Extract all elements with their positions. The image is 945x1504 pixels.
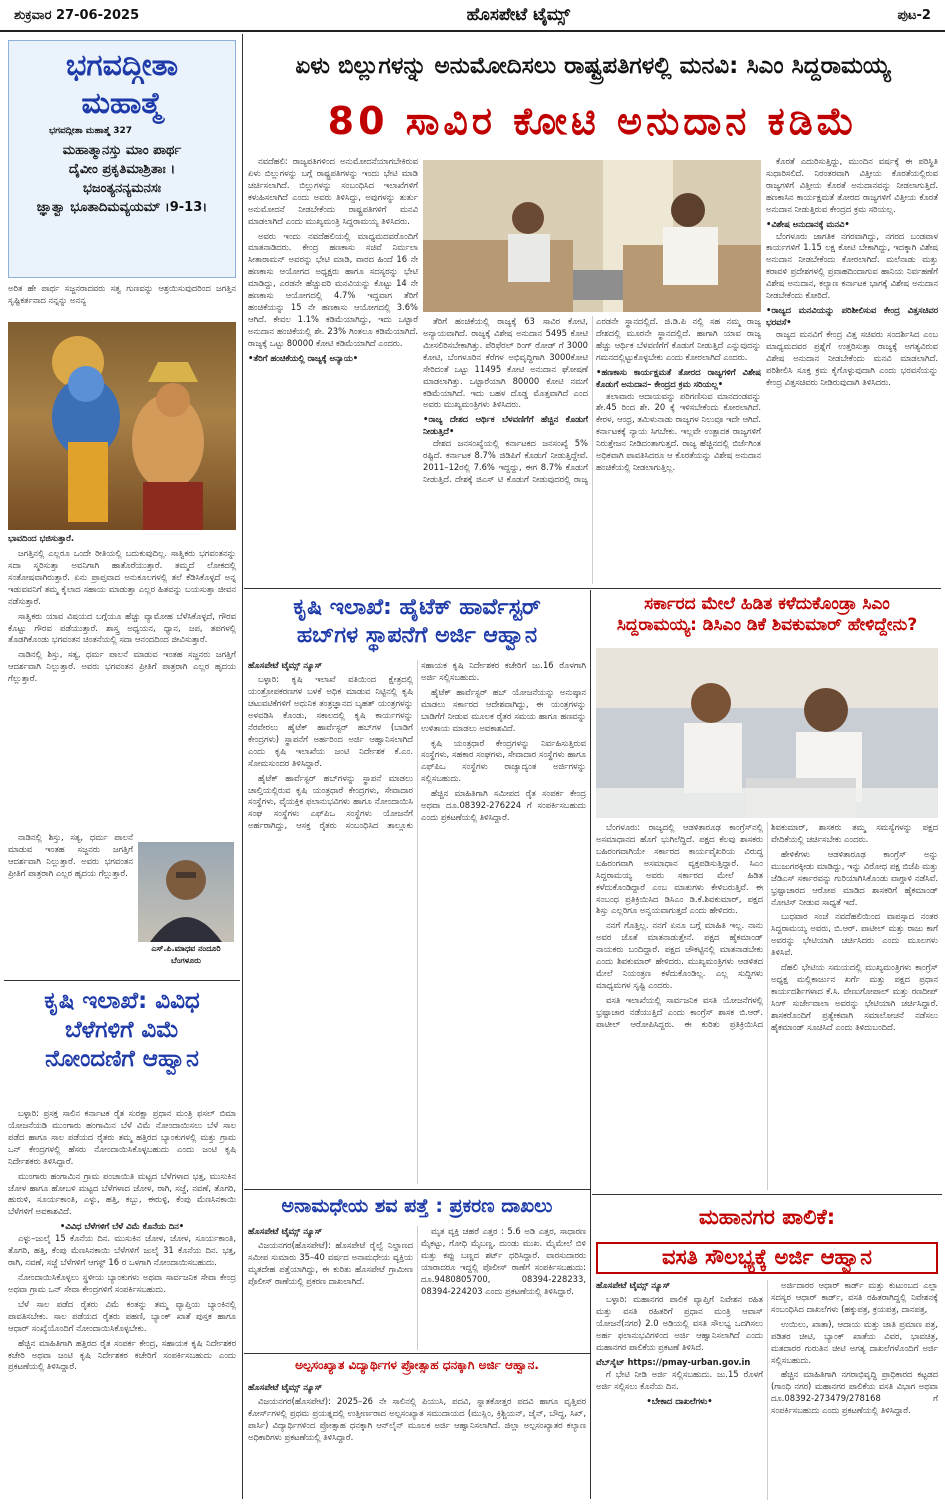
dks-paragraph: ಹೇಳಿಕೆಗಳು ಆಡಳಿತಾರೂಢ ಕಾಂಗ್ರೆಸ್ ಅನ್ನು ಮುಜುಗರಕ್ಕೀಡು ಮಾಡಿದ್ದು, ಇನ್ನು ವಿರೋಧ ಪಕ್ಷ ಬಿಜೆಪಿ ಮತ್ತು ಜೆಡಿಎಸ್ ಸರ್ಕಾರವನ್ನು ಗುರಿಯಾಗಿಸಿಕೊಂಡು ವಾಗ್ದಾಳಿ ನಡೆಸಿವೆ. ಭ್ರಷ್ಟಾಚಾರದ ಆರೋಪ ಮಾಡಿದ ಶಾಸಕರಿಗೆ ಹೈಕಮಾಂಡ್ ನೋಟಿಸ್ ನೀಡುವ ಸಾಧ್ಯತೆ ಇದೆ. bbox=[771, 848, 938, 907]
gita-body-continued bbox=[8, 832, 133, 972]
main-paragraph: ರಾಜ್ಯದ ಮನವಿಗೆ ಕೇಂದ್ರ ವಿತ್ತ ಸಚಿವರು ಸಂದರ್ಶಿಸಿದ ಎಂಬ ಮಾಧ್ಯಮದವರ ಪ್ರಶ್ನೆಗೆ ಉತ್ತರಿಸುತ್ತಾ ರಾಜ್ಯಕ್ಕೆ ಅಗತ್ಯವಿರುವ ವಿಶೇಷ ಅನುದಾನ ನೀಡಬೇಕೆಂದು ಮನವಿ ಮಾಡಲಾಗಿದೆ. ಪರಿಶೀಲಿಸಿ ಸೂಕ್ತ ಕ್ರಮ ಕೈಗೊಳ್ಳುವುದಾಗಿ ಎಂದು ಭರವಸೆಯನ್ನು ಕೇಂದ್ರ ವಿತ್ತಸಚಿವರು ನೀಡಿರುವುದಾಗಿ ತಿಳಿಸಿದರು. bbox=[766, 328, 938, 387]
krishi-paragraph: ಹೈಟೆಕ್ ಹಾರ್ವೆಸ್ಟರ್ ಹಬ್‌ಗಳನ್ನು ಸ್ಥಾಪನೆ ಮಾಡಲು ಚಾಲ್ತಿಯಲ್ಲಿರುವ ಕೃಷಿ ಯಂತ್ರಧಾರೆ ಕೇಂದ್ರಗಳು, ಸೇವಾದಾರ ಸಂಸ್ಥೆಗಳು, ವೈಯಕ್ತಿಕ ಫಲಾನುಭವಿಗಳು ಹಾಗೂ ನೋಂದಾಯಿಸಿ ಸಂಘ ಸಂಸ್ಥೆಗಳು ಎಫ್‌ಪಿಒ ಸಂಸ್ಥೆಗಳು ಯೋಜನೆಗೆ ಅರ್ಹರಾಗಿದ್ದು, ಆಸಕ್ತ ರೈತರು ಸಂಬಂಧಿಸಿದ ತಾಲ್ಲೂಕು ಸಹಾಯಕ ಕೃಷಿ ನಿರ್ದೇಶಕರ ಕಚೇರಿಗೆ ಜು.16 ರೊಳಗಾಗಿ ಅರ್ಜಿ ಸಲ್ಲಿಸಬಹುದು. bbox=[248, 660, 586, 831]
main-subhead: •ತೆರಿಗೆ ಹಂಚಿಕೆಯಲ್ಲಿ ರಾಜ್ಯಕ್ಕೆ ಅನ್ಯಾಯ• bbox=[248, 352, 359, 363]
cm-meeting-photo bbox=[423, 160, 761, 312]
section-rule bbox=[244, 1189, 590, 1190]
author-name: ಎಸ್.ಪಿ.ಮಾಧವ ನಂದೂರಿ bbox=[151, 944, 221, 953]
scholarship-byline: ಹೊಸಪೇಟೆ ಟೈಮ್ಸ್ ನ್ಯೂಸ್ bbox=[248, 1383, 323, 1393]
insurance-headline-line1: ಕೃಷಿ ಇಲಾಖೆ: ವಿವಿಧ bbox=[44, 988, 200, 1014]
housing-website-line bbox=[596, 1357, 763, 1369]
main-paragraph: ಅವರು ಇಂದು ನವದೆಹಲಿಯಲ್ಲಿ ಮಾಧ್ಯಮದವರೊಂದಿಗೆ ಮಾತನಾಡಿದರು. ಕೇಂದ್ರ ಹಣಕಾಸು ಸಚಿವೆ ನಿರ್ಮಲಾ ಸೀತಾರಾಮನ್ ಅವರನ್ನು ಭೇಟಿ ಮಾಡಿ, ವಾರದ ಹಿಂದೆ 16 ನೇ ಹಣಕಾಸು ಆಯೋಗದ ಅಧ್ಯಕ್ಷರು ಹಾಗೂ ಸದಸ್ಯರನ್ನು ಭೇಟಿ ಮಾಡಿದ್ದು, ಎರಡನೇ ಹೆಚ್ಚುವರಿ ಮನವಿಯನ್ನು ಕೊಟ್ಟು 14 ನೇ ಹಣಕಾಸು ಆಯೋಗದಲ್ಲಿ 4.7% ಇದ್ದವಾಗ ತೆರಿಗೆ ಹಂಚಿಕೆಯನ್ನು 15 ನೇ ಹಣಕಾಸು ಆಯೋಗದಲ್ಲಿ 3.6% ಆಗಿದೆ. ಕೇವಲ 1.1% ಕಡಿಮೆಯಾಗಿದ್ದು, ಇದು ಒಟ್ಟಾರೆ ಅನುದಾನ ಹಂಚಿಕೆಯಲ್ಲಿ ಶೇ. 23% ಗಿಂತಲೂ ಕಡಿಮೆಯಾಗಿದೆ. ರಾಜ್ಯಕ್ಕೆ ಒಟ್ಟು 80000 ಕೋಟಿ ಕಡಿಮೆಯಾಗಿದೆ ಎಂದರು. bbox=[248, 230, 418, 348]
issue-date: ಶುಕ್ರವಾರ 27-06-2025 bbox=[14, 7, 140, 23]
krishi-paragraph: ಕೃಷಿ ಯಂತ್ರಧಾರೆ ಕೇಂದ್ರಗಳನ್ನು ನಿರ್ವಹಿಸುತ್ತಿರುವ ಸಂಸ್ಥೆಗಳು, ಸಹಕಾರ ಸಂಘಗಳು, ಸೇವಾದಾರ ಸಂಸ್ಥೆಗಳು ಹಾಗೂ ಎಫ್‌ಪಿಒ ಸಂಸ್ಥೆಗಳು ರಾಜ್ಯಾದ್ಯಂತ ಅರ್ಜಿಗಳನ್ನು ಸಲ್ಲಿಸಬಹುದು. bbox=[421, 737, 586, 784]
main-paragraph: ಬೆಂಗಳೂರು ಜಾಗತಿಕ ನಗರವಾಗಿದ್ದು, ನಗರದ ಬಂಡವಾಳ ಕಾರ್ಯಗಳಿಗೆ 1.15 ಲಕ್ಷ ಕೋಟಿ ಬೇಕಾಗಿದ್ದು, ಇದಕ್ಕಾಗಿ ವಿಶೇಷ ಅನುದಾನ ನೀಡಬೇಕೆಂದು ಕೋರಲಾಗಿದೆ. ಮಲೆನಾಡು ಮತ್ತು ಕರಾವಳಿ ಪ್ರದೇಶಗಳಲ್ಲಿ ಪ್ರವಾಹದಿಂದಾಗುವ ಹಾನಿಯ ನಿರ್ವಹಣೆಗೆ ವಿಶೇಷ ಅನುದಾನ, ಕಲ್ಯಾಣ ಕರ್ನಾಟಕ ಭಾಗಕ್ಕೆ ವಿಶೇಷ ಅನುದಾನ ನೀಡಬೇಕೆಂದು ಕೋರಿದೆ. bbox=[766, 230, 938, 301]
main-paragraph: ದೇಶದ ಜನಸಂಖ್ಯೆಯಲ್ಲಿ ಕರ್ನಾಟಕದ ಜನಸಂಖ್ಯೆ 5% ರಷ್ಟಿದೆ. ಕರ್ನಾಟಕ 8.7% ಜಿಡಿಪಿಗೆ ಕೊಡುಗೆ ನೀಡುತ್ತಿದ್ದೇವೆ. 2011–12ರಲ್ಲಿ 7.6% ಇದ್ದದ್ದು, ಈಗ 8.7% ಕೊಡುಗೆ ನೀಡುತ್ತಿದೆ. ದೇಶಕ್ಕೆ ಜಿಎಸ್ ಟಿ ಕೊಡುಗೆ ನೀಡುವುದರಲ್ಲಿ ರಾಜ್ಯ ಎರಡನೇ ಸ್ಥಾನದಲ್ಲಿದೆ. ಜಿ.ಡಿ.ಪಿ ನಲ್ಲಿ ಸಹ ನಮ್ಮ ರಾಜ್ಯ ದೇಶದಲ್ಲಿ ಮೂರನೇ ಸ್ಥಾನದಲ್ಲಿದೆ. ಹಾಗಾಗಿ ಯಾವ ರಾಜ್ಯ ಹೆಚ್ಚು ಆರ್ಥಿಕ ಬೆಳವಣಿಗೆಗೆ ಕೊಡುಗೆ ನೀಡುತ್ತಿದೆ ಎನ್ನುವುದನ್ನು ಗಮನದಲ್ಲಿಟ್ಟುಕೊಳ್ಳಬೇಕು ಎಂದು ಕೋರಲಾಗಿದೆ ಎಂದರು. bbox=[423, 316, 761, 484]
scholarship-paragraph: ವಿಜಯನಗರ(ಹೊಸಪೇಟೆ): 2025–26 ನೇ ಸಾಲಿನಲ್ಲಿ ಪಿಯುಸಿ, ಪದವಿ, ಸ್ನಾತಕೋತ್ತರ ಪದವಿ ಹಾಗೂ ವೃತ್ತಿಪರ ಕೋರ್ಸ್‌ಗಳಲ್ಲಿ ಪ್ರಥಮ ಪ್ರಯತ್ನದಲ್ಲಿ ಉತ್ತೀರ್ಣರಾದ ಅಲ್ಪಸಂಖ್ಯಾತ ಸಮುದಾಯದ (ಮುಸ್ಲಿಂ, ಕ್ರಿಶ್ಚಿಯನ್, ಜೈನ್, ಬೌದ್ಧ, ಸಿಖ್, ಪಾರ್ಸಿ) ವಿದ್ಯಾರ್ಥಿಗಳಿಂದ ಪ್ರೋತ್ಸಾಹ ಧನಕ್ಕಾಗಿ ಆನ್‌ಲೈನ್ ಮೂಲಕ ಅರ್ಜಿ ಆಹ್ವಾನಿಸಲಾಗಿದೆ. ಜಿಲ್ಲಾ ಅಲ್ಪಸಂಖ್ಯಾತರ ಕಲ್ಯಾಣ ಅಧಿಕಾರಿಗಳು ಪ್ರಕಟಣೆಯಲ್ಲಿ ತಿಳಿಸಿದ್ದಾರೆ. bbox=[248, 1396, 586, 1442]
main-paragraph: ತಲಾವಾರು ಆದಾಯವನ್ನು ಪರಿಗಣಿಸುವ ಮಾನದಂಡವನ್ನು ಶೇ.45 ರಿಂದ ಶೇ. 20 ಕ್ಕೆ ಇಳಿಸಬೇಕೆಂದು ಕೋರಲಾಗಿದೆ. ಕೇರಳ, ಆಂಧ್ರ, ತಮಿಳುನಾಡು ರಾಜ್ಯಗಳ ನಿಲುವೂ ಇದೇ ಆಗಿದೆ. ಕರ್ನಾಟಕಕ್ಕೆ ನ್ಯಾಯ ಸಿಗಬೇಕು. ಇಲ್ಲವೇ ಉತ್ಪಾದಕ ರಾಜ್ಯಗಳಿಗೆ ನಿರುತ್ತೇಜನ ನೀಡಿದಂತಾಗುತ್ತದೆ. ರಾಜ್ಯ ಹೆಚ್ಚಿನದಲ್ಲಿ ಬಿರ್ಜೆಗಿಂತ ಅಧಿಕವಾಗಿ ಪಾವತಿಸಿದರೂ ಆ ಕೊರತೆಯನ್ನು ವಿಶೇಷ ಅನುದಾನ ಹಂಚಿಕೆಯಲ್ಲಿ ನೀಡಲಾಗುತ್ತಿಲ್ಲ. bbox=[596, 390, 761, 473]
shloka-line4: ಜ್ಞಾತ್ವಾ ಭೂತಾದಿಮವ್ಯಯಮ್ ।9-13। bbox=[36, 199, 208, 215]
gita-series: ಭಗವದ್ಗೀತಾ ಮಹಾತ್ಮೆ 327 bbox=[49, 126, 133, 136]
insurance-paragraph: ನೋಂದಾಯಿಸಿಕೊಳ್ಳಲು ಸ್ಥಳೀಯ ಬ್ಯಾಂಕುಗಳು ಅಥವಾ ಸಾರ್ವಜನಿಕ ಸೇವಾ ಕೇಂದ್ರ ಅಥವಾ ಗ್ರಾಮ ಒನ್ ಸೇವಾ ಕೇಂದ್ರಗಳಿಗೆ ಸಂಪರ್ಕಿಸಬಹುದು. bbox=[8, 1271, 236, 1294]
dks-headline-line2: ಸಿದ್ದರಾಮಯ್ಯ: ಡಿಸಿಎಂ ಡಿಕೆ ಶಿವಕುಮಾರ್ ಹೇಳಿದ್ದೇನು? bbox=[616, 615, 918, 636]
gita-paragraph: ಜಗತ್ತಿನಲ್ಲಿ ಎಲ್ಲರೂ ಒಂದೇ ರೀತಿಯಲ್ಲಿ ಬದುಕುವುದಿಲ್ಲ. ಸಾತ್ವಿಕರು ಭಗವಂತನನ್ನು ಸದಾ ಸ್ಮರಿಸುತ್ತಾ ಅವನಿಗಾಗಿ ಹಾತೊರೆಯುತ್ತಾರೆ. ತಮ್ಮದೆ ಲೋಕದಲ್ಲಿ ಸಂತೋಷವಾಗಿರುತ್ತಾರೆ. ಏನು ಪ್ರಾಪ್ತವಾದ ಅನುಕೂಲಗಳಲ್ಲಿ ತಲೆ ಕೆಡಿಸಿಕೊಳ್ಳದೆ ಅನ್ನ ಇಡುವವನಿಗೆ ತಮ್ಮ ಕೈಲಾದ ಸಹಾಯ ಮಾಡುತ್ತಾ ಎಲ್ಲರ ಹಿತವನ್ನು ಬಯಸುತ್ತಾ ಜೀವನ ನಡೆಸುತ್ತಾರೆ. bbox=[8, 548, 236, 606]
main-story-col4 bbox=[766, 156, 938, 584]
main-subhead: •ಹಣಕಾಸು ಕಾರ್ಯಕ್ಷಮತೆ ತೋರದ ರಾಜ್ಯಗಳಿಗೆ ವಿಶೇಷ ಕೊಡುಗೆ ಅನುದಾನ– ಕೇಂದ್ರದ ಕ್ರಮ ಸರಿಯಲ್ಲ• bbox=[596, 366, 761, 389]
shloka-line2: ದೈವೀಂ ಪ್ರಕೃತಿಮಾಶ್ರಿತಾಃ । bbox=[68, 161, 176, 177]
insurance-headline-line3: ನೋಂದಣಿಗೆ ಆಹ್ವಾನ bbox=[45, 1045, 199, 1072]
gita-intro: ಅರಿತ ಹೇ ಪಾರ್ಥ ಸಜ್ಜನರಾದವರು ಸತ್ವ ಗುಣವನ್ನು ಆಶ್ರಯಿಸುವುದರಿಂದ ಜಗತ್ತಿನ ಸೃಷ್ಟಿಕರ್ತನಾದ ನನ್ನನ್ನು ಅನನ್ಯ bbox=[8, 283, 236, 305]
body-found-byline: ಹೊಸಪೇಟೆ ಟೈಮ್ಸ್ ನ್ಯೂಸ್ bbox=[248, 1227, 323, 1237]
housing-paragraph: ಬಳ್ಳಾರಿ: ಮಹಾನಗರ ಪಾಲಿಕೆ ವ್ಯಾಪ್ತಿಗೆ ನಿವೇಶನ ರಹಿತ ಮತ್ತು ವಸತಿ ರಹಿತರಿಗೆ ಪ್ರಧಾನ ಮಂತ್ರಿ ಆವಾಸ್ ಯೋಜನೆ(ನಗರ) 2.0 ಅಡಿಯಲ್ಲಿ ವಸತಿ ಸೌಲಭ್ಯ ಒದಗಿಸಲು ಅರ್ಹ ಫಲಾನುಭವಿಗಳಿಂದ ಅರ್ಜಿ ಆಹ್ವಾನಿಸಲಾಗಿದೆ ಎಂದು ಮಹಾನಗರ ಪಾಲಿಕೆಯ ಪ್ರಕಟಣೆ ತಿಳಿಸಿದೆ. bbox=[596, 1294, 763, 1352]
dks-body bbox=[596, 822, 938, 1190]
krishi-headline-line2: ಹಬ್‌ಗಳ ಸ್ಥಾಪನೆಗೆ ಅರ್ಜಿ ಆಹ್ವಾನ bbox=[296, 622, 538, 648]
krishi-paragraph: ಹೆಚ್ಚಿನ ಮಾಹಿತಿಗಾಗಿ ಸಮೀಪದ ರೈತ ಸಂಪರ್ಕ ಕೇಂದ್ರ ಅಥವಾ ದೂ.08392-276224 ಗೆ ಸಂಪರ್ಕಿಸಬಹುದು ಎಂದು ಪ್ರಕಟಣೆಯಲ್ಲಿ ತಿಳಿಸಿದ್ದಾರೆ. bbox=[421, 788, 586, 823]
dks-paragraph: ಬೆಂಗಳೂರು: ರಾಜ್ಯದಲ್ಲಿ ಆಡಳಿತಾರೂಢ ಕಾಂಗ್ರೆಸ್‌ನಲ್ಲಿ ಅಸಮಾಧಾನದ ಹೊಗೆ ಭುಗಿಲೆದ್ದಿದೆ. ಪಕ್ಷದ ಕೆಲವು ಶಾಸಕರು ಬಹಿರಂಗವಾಗಿಯೇ ಸರ್ಕಾರದ ಕಾರ್ಯವೈಖರಿಯ ವಿರುದ್ಧ ಬಹಿರಂಗವಾಗಿ ಅಸಮಾಧಾನ ವ್ಯಕ್ತಪಡಿಸುತ್ತಿದ್ದಾರೆ. ಸಿಎಂ ಸಿದ್ದರಾಮಯ್ಯ ಅವರು ಸರ್ಕಾರದ ಮೇಲೆ ಹಿಡಿತ ಕಳೆದುಕೊಂಡಿದ್ದಾರೆ ಎಂಬ ಮಾತುಗಳು ಕೇಳಿಬರುತ್ತಿವೆ. ಈ ಸಂಬಂಧ ಪ್ರತಿಕ್ರಿಯಿಸಿದ ಡಿಸಿಎಂ ಡಿ.ಕೆ.ಶಿವಕುಮಾರ್, ಪಕ್ಷದ ಶಿಸ್ತು ಎಲ್ಲರಿಗೂ ಅನ್ವಯವಾಗುತ್ತದೆ ಎಂದು ಹೇಳಿದರು. bbox=[596, 822, 763, 916]
dks-paragraph: ವಸತಿ ಇಲಾಖೆಯಲ್ಲಿ ಸಾರ್ವಜನಿಕ ವಸತಿ ಯೋಜನೆಗಳಲ್ಲಿ ಭ್ರಷ್ಟಾಚಾರ ನಡೆಯುತ್ತಿದೆ ಎಂದು ಕಾಂಗ್ರೆಸ್ ಶಾಸಕ ಬಿ.ಆರ್. ಪಾಟೀಲ್ ಆರೋಪಿಸಿದ್ದರು. ಈ ಕುರಿತು ಪ್ರತಿಕ್ರಿಯಿಸಿದ ಶಿವಕುಮಾರ್, ಶಾಸಕರು ತಮ್ಮ ಸಮಸ್ಯೆಗಳನ್ನು ಪಕ್ಷದ ವೇದಿಕೆಯಲ್ಲಿ ಚರ್ಚಿಸಬೇಕು ಎಂದರು. bbox=[596, 822, 938, 1029]
housing-website-label: ವೆಬ್‌ಸೈಟ್ bbox=[596, 1356, 625, 1367]
author-photo bbox=[138, 842, 234, 942]
insurance-subhead: •ವಿವಿಧ ಬೆಳೆಗಳಿಗೆ ಬೆಳೆ ವಿಮೆ ಕೊನೆಯ ದಿನ• bbox=[59, 1221, 185, 1232]
main-story-col2-3 bbox=[423, 316, 761, 584]
main-paragraph: ಕೊರತೆ ಎದುರಿಸುತ್ತಿದ್ದು, ಮುಂದಿನ ವರ್ಷಕ್ಕೆ ಈ ಪರಿಸ್ಥಿತಿ ಸುಧಾರಿಸಲಿದೆ. ನಿರಂತರವಾಗಿ ವಿತ್ತೀಯ ಕೊರತೆಯಲ್ಲಿರುವ ರಾಜ್ಯಗಳಿಗೆ ವಿತ್ತೀಯ ಕೊರತೆ ಅನುದಾನವನ್ನು ನೀಡಲಾಗುತ್ತಿದೆ. ಹಣಕಾಸಿನ ಕಾರ್ಯಕ್ಷಮತೆ ತೋರದ ರಾಜ್ಯಗಳಿಗೆ ವಿತ್ತೀಯ ಕೊರತೆ ಅನುದಾನ ನೀಡುತ್ತಿರುವ ಕೇಂದ್ರದ ಕ್ರಮ ಸರಿಯಲ್ಲ. bbox=[766, 156, 938, 214]
shloka-line1: ಮಹಾತ್ಮಾನಸ್ತು ಮಾಂ ಪಾರ್ಥ bbox=[62, 143, 182, 158]
gita-paragraph: ಸಾತ್ವಿಕರು ಯಾವ ವಿಷಯದ ಬಗ್ಗೆಯೂ ಹೆಚ್ಚು ವ್ಯಾಮೋಹ ಬೆಳೆಸಿಕೊಳ್ಳದೆ, ಗೌರವ ಕೊಟ್ಟು ಗೌರವ ಪಡೆಯುತ್ತಾರೆ. ಶಾಸ್ತ್ರ ಅಧ್ಯಯನ, ಧ್ಯಾನ, ಜಪ, ತಪಗಳಲ್ಲಿ ತೊಡಗಿಕೊಂಡು ಭಗವಂತನ ಚಿಂತನೆಯಲ್ಲಿ ಸದಾ ಆನಂದದಿಂದ ಜೀವಿಸುತ್ತಾರೆ. bbox=[8, 610, 236, 645]
housing-headline-line1: ಮಹಾನಗರ ಪಾಲಿಕೆ: bbox=[698, 1205, 836, 1228]
body-found-paragraph: ವಿಜಯನಗರ(ಹೊಸಪೇಟೆ): ಹೊಸಪೇಟೆ ರೈಲ್ವೆ ನಿಲ್ದಾಣದ ಸಮೀಪ ಸುಮಾರು 35–40 ವರ್ಷದ ಅನಾಮಧೇಯ ವ್ಯಕ್ತಿಯ ಮೃತದೇಹ ಪತ್ತೆಯಾಗಿದ್ದು, ಈ ಕುರಿತು ಹೊಸಪೇಟೆ ಗ್ರಾಮೀಣ ಪೊಲೀಸ್ ಠಾಣೆಯಲ್ಲಿ ಪ್ರಕರಣ ದಾಖಲಾಗಿದೆ. bbox=[248, 1240, 413, 1286]
main-subhead: •ವಿಶೇಷ ಅನುದಾನಕ್ಕೆ ಮನವಿ• bbox=[766, 218, 850, 229]
main-subhead: •ರಾಜ್ಯ ದೇಶದ ಆರ್ಥಿಕ ಬೆಳವಣಿಗೆಗೆ ಹೆಚ್ಚಿನ ಕೊಡುಗೆ ನೀಡುತ್ತಿದೆ• bbox=[423, 414, 588, 437]
body-found-paragraph: ಮೃತ ವ್ಯಕ್ತಿ ಚಹರೆ ಎತ್ತರ : 5.6 ಅಡಿ ಎತ್ತರ, ಸಾಧಾರಣ ಮೈಕಟ್ಟು, ಗೋಧಿ ಮೈಬಣ್ಣ, ದುಂಡು ಮುಖ. ಮೈಮೇಲೆ ಬಿಳಿ ಮತ್ತು ಕಪ್ಪು ಬಣ್ಣದ ಶರ್ಟ್ ಧರಿಸಿದ್ದಾರೆ. ವಾರಸುದಾರರು ಯಾರಾದರೂ ಇದ್ದಲ್ಲಿ ಪೊಲೀಸ್ ಠಾಣೆಗೆ ಸಂಪರ್ಕಿಸಬಹುದು: ದೂ.9480805700, 08394-228233, 08394-224203 ಎಂದು ಪ್ರಕಟಣೆಯಲ್ಲಿ ತಿಳಿಸಿದ್ದಾರೆ. bbox=[421, 1226, 586, 1296]
insurance-paragraph: ಮುಂಗಾರು ಹಂಗಾಮಿನ ಗ್ರಾಮ ಪಂಚಾಯಿತಿ ಮಟ್ಟದ ಬೆಳೆಗಳಾದ ಭತ್ತ, ಮುಸುಕಿನ ಜೋಳ ಹಾಗೂ ಹೋಬಳಿ ಮಟ್ಟದ ಬೆಳೆಗಳಾದ ಜೋಳ, ರಾಗಿ, ಸಜ್ಜೆ, ನವಣೆ, ತೊಗರಿ, ಹುರುಳಿ, ಸೂರ್ಯಕಾಂತಿ, ಎಳ್ಳು, ಹತ್ತಿ, ಕಬ್ಬು, ಈರುಳ್ಳಿ, ಕೆಂಪು ಮೆಣಸಿನಕಾಯಿ ಬೆಳೆಗಳಿಗೆ ಅವಕಾಶವಿದೆ. bbox=[8, 1170, 236, 1217]
dks-paragraph: ದೆಹಲಿ ಭೇಟಿಯ ಸಮಯದಲ್ಲಿ ಮುಖ್ಯಮಂತ್ರಿಗಳು ಕಾಂಗ್ರೆಸ್ ಅಧ್ಯಕ್ಷ ಮಲ್ಲಿಕಾರ್ಜುನ ಖರ್ಗೆ ಮತ್ತು ಪಕ್ಷದ ಪ್ರಧಾನ ಕಾರ್ಯದರ್ಶಿಗಳಾದ ಕೆ.ಸಿ. ವೇಣುಗೋಪಾಲ್ ಮತ್ತು ರಣದೀಪ್ ಸಿಂಗ್ ಸುರ್ಜೇವಾಲಾ ಅವರನ್ನು ಭೇಟಿಯಾಗಿ ಚರ್ಚಿಸಿದ್ದಾರೆ. ಶಾಸಕರೊಂದಿಗೆ ಪ್ರತ್ಯೇಕವಾಗಿ ಸಮಾಲೋಚನೆ ನಡೆಸಲು ಹೈಕಮಾಂಡ್ ಸೂಚಿಸಿದೆ ಎಂದು ತಿಳಿದುಬಂದಿದೆ. bbox=[771, 962, 938, 1032]
page-number: ಪುಟ-2 bbox=[897, 7, 931, 23]
housing-paragraph: ಹೆಚ್ಚಿನ ಮಾಹಿತಿಗಾಗಿ ನಗರಾಭಿವೃದ್ಧಿ ಪ್ರಾಧಿಕಾರದ ಕಟ್ಟಡದ (ಗಾಂಧಿ ನಗರ) ಮಹಾನಗರ ಪಾಲಿಕೆಯ ವಸತಿ ವಿಭಾಗ ಅಥವಾ ದೂ.08392-273479/278168 ಗೆ ಸಂಪರ್ಕಿಸಬಹುದು ಎಂದು ಪ್ರಕಟಣೆಯಲ್ಲಿ ತಿಳಿಸಿದ್ದಾರೆ. bbox=[771, 1369, 938, 1416]
author-place: ಬೆಂಗಳೂರು bbox=[171, 956, 201, 965]
insurance-headline bbox=[8, 987, 236, 1105]
dks-paragraph: ಬುಧವಾರ ಸಂಜೆ ನವದೆಹಲಿಯಿಂದ ವಾಪಸ್ಸಾದ ನಂತರ ಸಿದ್ದರಾಮಯ್ಯ ಅವರು, ಬಿ.ಆರ್. ಪಾಟೀಲ್ ಮತ್ತು ರಾಜು ಕಾಗೆ ಅವರನ್ನು ಭೇಟಿಯಾಗಿ ಚರ್ಚಿಸಿದರು ಎಂದು ಮೂಲಗಳು ತಿಳಿಸಿವೆ. bbox=[771, 911, 938, 958]
insurance-body bbox=[8, 1108, 236, 1500]
housing-subhead: •ಬೇಕಾದ ದಾಖಲೆಗಳು• bbox=[646, 1395, 713, 1406]
dks-paragraph: ನನಗೆ ಗೊತ್ತಿಲ್ಲ. ನನಗೆ ಏನೂ ಬಗ್ಗೆ ಮಾಹಿತಿ ಇಲ್ಲ. ನಾನು ಅವರ ಜೊತೆ ಮಾತನಾಡುತ್ತೇನೆ. ಪಕ್ಷದ ಹೈಕಮಾಂಡ್ ನಾಯಕರು ಬಂದಿದ್ದಾರೆ. ಪಕ್ಷದ ಚೌಕಟ್ಟಿನಲ್ಲಿ ಮಾತನಾಡಬೇಕು ಎಂದು ಶಿವಕುಮಾರ್ ಹೇಳಿದರು. ಮುಖ್ಯಮಂತ್ರಿಗಳು ಆಡಳಿತದ ಮೇಲೆ ನಿಯಂತ್ರಣ ಕಳೆದುಕೊಂಡಿಲ್ಲ. ಎಲ್ಲ ಸುದ್ದಿಗಳು ಮಾಧ್ಯಮಗಳ ಸೃಷ್ಟಿ ಎಂದರು. bbox=[596, 920, 763, 990]
body-found-headline: ಅನಾಮಧೇಯ ಶವ ಪತ್ತೆ : ಪ್ರಕರಣ ದಾಖಲು bbox=[281, 1195, 553, 1217]
gita-caption: ಭಾವದಿಂದ ಭಜಿಸುತ್ತಾರೆ. bbox=[8, 533, 75, 543]
housing-headline-box bbox=[596, 1242, 938, 1274]
scholarship-headline: ಅಲ್ಪಸಂಖ್ಯಾತ ವಿದ್ಯಾರ್ಥಿಗಳ ಪ್ರೋತ್ಸಾಹ ಧನಕ್ಕಾಗಿ ಅರ್ಜಿ ಆಹ್ವಾನ. bbox=[295, 1358, 539, 1372]
scholarship-body bbox=[248, 1382, 586, 1498]
column-rule bbox=[590, 590, 591, 1499]
paper-name: ಹೊಸಪೇಟೆ ಟೈಮ್ಸ್ bbox=[466, 5, 571, 25]
section-rule bbox=[4, 980, 240, 981]
krishi-byline: ಹೊಸಪೇಟೆ ಟೈಮ್ಸ್ ನ್ಯೂಸ್ bbox=[248, 661, 323, 671]
gita-title-line1: ಭಗವದ್ಗೀತಾ bbox=[65, 48, 179, 83]
krishna-arjuna-illustration bbox=[8, 322, 236, 530]
section-rule bbox=[244, 588, 941, 589]
cm-dcm-photo bbox=[596, 648, 938, 818]
gita-title-line2: ಮಹಾತ್ಮೆ bbox=[81, 85, 163, 121]
housing-website-link[interactable]: https://pmay-urban.gov.in bbox=[627, 1356, 751, 1367]
housing-paragraph: ಅರ್ಜಿದಾರರ ಆಧಾರ್ ಕಾರ್ಡ್ ಮತ್ತು ಕುಟುಂಬದ ಎಲ್ಲಾ ಸದಸ್ಯರ ಆಧಾರ್ ಕಾರ್ಡ್, ವಸತಿ ರಹಿತರಾಗಿದ್ದಲ್ಲಿ ನಿವೇಶನಕ್ಕೆ ಸಂಬಂಧಿಸಿದ ದಾಖಲೆಗಳು (ಹಕ್ಕುಪತ್ರ, ಕ್ರಯಪತ್ರ, ದಾನಪತ್ರ, bbox=[771, 1280, 938, 1314]
main-paragraph: ತೆರಿಗೆ ಹಂಚಿಕೆಯಲ್ಲಿ ರಾಜ್ಯಕ್ಕೆ 63 ಸಾವಿರ ಕೋಟಿ, ಅನ್ಯಾಯವಾಗಿದೆ. ರಾಜ್ಯಕ್ಕೆ ವಿಶೇಷ ಅನುದಾನ 5495 ಕೋಟಿ ಮೀಸಲಿರಿಸಬೇಕಾಗಿತ್ತು. ಪೆರಿಫೆರಲ್ ರಿಂಗ್ ರೋಡ್ ಗೆ 3000 ಕೋಟಿ, ಬೆಂಗಳೂರಿನ ಕೆರೆಗಳ ಅಭಿವೃದ್ಧಿಗಾಗಿ 3000ಕೋಟಿ ಸೇರಿದಂತೆ ಒಟ್ಟು 11495 ಕೋಟಿ ಅನುದಾನ ಘೋಷಣೆ ಮಾಡಲಾಗಿತ್ತು. ಒಟ್ಟಾರೆಯಾಗಿ 80000 ಕೋಟಿ ನಮಗೆ ಕಡಿಮೆಯಾಗಿದೆ. ಇದು ಬಹಳ ದೊಡ್ಡ ಮೊತ್ತವಾಗಿದೆ ಎಂದ ಅವರು ಮುಖ್ಯಮಂತ್ರಿಗಳು ತಿಳಿಸಿದರು. bbox=[423, 316, 588, 410]
main-headline-deck: 80 ಸಾವಿರ ಕೋಟಿ ಅನುದಾನ ಕಡಿಮೆ bbox=[327, 99, 859, 143]
insurance-headline-line2: ಬೆಳೆಗಳಿಗೆ ವಿಮೆ bbox=[64, 1016, 179, 1043]
gita-panel bbox=[8, 40, 236, 278]
section-rule bbox=[592, 1194, 942, 1195]
krishi-paragraph: ಬಳ್ಳಾರಿ: ಕೃಷಿ ಇಲಾಖೆ ವತಿಯಿಂದ ಕ್ಷೇತ್ರದಲ್ಲಿ ಯಂತ್ರೋಪಕರಣಗಳ ಬಳಕೆ ಅಧಿಕ ಮಾಡುವ ನಿಟ್ಟಿನಲ್ಲಿ ಕೃಷಿ ಚಟುವಟಿಕೆಗಳಿಗೆ ಅಧುನಿಕ ತಂತ್ರಜ್ಞಾನದ ಬೃಹತ್ ಯಂತ್ರಗಳನ್ನು ಅಳವಡಿಸಿ ಕೊಂಡು, ಸಕಾಲದಲ್ಲಿ ಕೃಷಿ ಕಾರ್ಯಗಳನ್ನು ನೆರವೇರಲು ಹೈಟೆಕ್ ಹಾರ್ವೆಸ್ಟರ್ ಹಬ್‌ಗಳ (ಬಾಡಿಗೆ ಕೇಂದ್ರಗಳು) ಸ್ಥಾಪನೆಗೆ ಅರ್ಹರಿಂದ ಅರ್ಜಿ ಆಹ್ವಾನಿಸಲಾಗಿದೆ ಎಂದು ಕೃಷಿ ಇಲಾಖೆಯ ಜಂಟಿ ನಿರ್ದೇಶಕ ಕೆ.ಎಂ. ಸೋಮಸುಂದರ ತಿಳಿಸಿದ್ದಾರೆ. bbox=[248, 674, 413, 768]
housing-byline: ಹೊಸಪೇಟೆ ಟೈಮ್ಸ್ ನ್ಯೂಸ್ bbox=[596, 1281, 671, 1291]
main-story-col1 bbox=[248, 156, 418, 584]
gita-paragraph: ನಾಡಿನಲ್ಲಿ ಶಿಸ್ತು, ಸತ್ಯ, ಧರ್ಮ ಪಾಲನೆ ಮಾಡುವ ಇಂತಹ ಸಜ್ಜನರು ಜಗತ್ತಿಗೆ ಆದರ್ಶವಾಗಿ ನಿಲ್ಲುತ್ತಾರೆ. ಅವರು ಭಗವಂತನ ಪ್ರೀತಿಗೆ ಪಾತ್ರರಾಗಿ ಎಲ್ಲರ ಹೃದಯ ಗೆಲ್ಲುತ್ತಾರೆ. bbox=[8, 832, 133, 878]
body-found-body bbox=[248, 1226, 586, 1350]
gita-paragraph: ನಾಡಿನಲ್ಲಿ ಶಿಸ್ತು, ಸತ್ಯ, ಧರ್ಮ ಪಾಲನೆ ಮಾಡುವ ಇಂತಹ ಸಜ್ಜನರು ಜಗತ್ತಿಗೆ ಆದರ್ಶವಾಗಿ ನಿಲ್ಲುತ್ತಾರೆ. ಅವರು ಭಗವಂತನ ಪ್ರೀತಿಗೆ ಪಾತ್ರರಾಗಿ ಎಲ್ಲರ ಹೃದಯ ಗೆಲ್ಲುತ್ತಾರೆ. bbox=[8, 649, 236, 684]
housing-headline bbox=[596, 1204, 938, 1228]
column-rule bbox=[242, 34, 243, 1499]
housing-paragraph: ಗೆ ಭೇಟಿ ನೀಡಿ ಅರ್ಜಿ ಸಲ್ಲಿಸಬಹುದು. ಜು.15 ರೊಳಗೆ ಅರ್ಜಿ ಸಲ್ಲಿಸಲು ಕೊನೆಯ ದಿನ. bbox=[596, 1368, 763, 1391]
insurance-paragraph: ಬಳ್ಳಾರಿ: ಪ್ರಸಕ್ತ ಸಾಲಿನ ಕರ್ನಾಟಕ ರೈತ ಸುರಕ್ಷಾ ಪ್ರಧಾನ ಮಂತ್ರಿ ಫಸಲ್ ಬಿಮಾ ಯೋಜನೆಯಡಿ ಮುಂಗಾರು ಹಂಗಾಮಿನ ಬೆಳೆ ವಿಮೆ ನೋಂದಾಯಿಸಲು ಬೆಳೆ ಸಾಲ ಪಡೆದ ಹಾಗೂ ಸಾಲ ಪಡೆಯದ ರೈತರು ತಮ್ಮ ಹತ್ತಿರದ ಬ್ಯಾಂಕುಗಳಲ್ಲಿ ಮತ್ತು ಗ್ರಾಮ ಒನ್ ಕೇಂದ್ರಗಳಲ್ಲಿ ಹೆಸರು ನೋಂದಾಯಿಸಿಕೊಳ್ಳಬಹುದು ಎಂದು ಜಂಟಿ ಕೃಷಿ ನಿರ್ದೇಶಕರು ತಿಳಿಸಿದ್ದಾರೆ. bbox=[8, 1108, 236, 1166]
insurance-paragraph: ಬೆಳೆ ಸಾಲ ಪಡೆದ ರೈತರು ವಿಮೆ ಕಂತನ್ನು ತಮ್ಮ ವ್ಯಾಪ್ತಿಯ ಬ್ಯಾಂಕಿನಲ್ಲಿ ಪಾವತಿಸಬೇಕು. ಸಾಲ ಪಡೆಯದ ರೈತರು ಪಹಣಿ, ಬ್ಯಾಂಕ್ ಖಾತೆ ಪುಸ್ತಕ ಹಾಗೂ ಆಧಾರ್ ಸಂಖ್ಯೆಯೊಂದಿಗೆ ನೋಂದಾಯಿಸಿಕೊಳ್ಳಬೇಕು. bbox=[8, 1298, 236, 1333]
insurance-paragraph: ಎಳ್ಳು–ಜುಲೈ 15 ಕೊನೆಯ ದಿನ. ಮುಸುಕಿನ ಜೋಳ, ಜೋಳ, ಸೂರ್ಯಕಾಂತಿ, ತೊಗರಿ, ಹತ್ತಿ, ಕೆಂಪು ಮೆಣಸಿನಕಾಯಿ ಬೆಳೆಗಳಿಗೆ ಜುಲೈ 31 ಕೊನೆಯ ದಿನ. ಭತ್ತ, ರಾಗಿ, ನವಣೆ, ಸಜ್ಜೆ ಬೆಳೆಗಳಿಗೆ ಆಗಸ್ಟ್ 16 ರ ಒಳಗಾಗಿ ನೋಂದಾಯಿಸಬಹುದು. bbox=[8, 1233, 236, 1268]
dks-headline bbox=[596, 594, 938, 644]
housing-headline-line2: ವಸತಿ ಸೌಲಭ್ಯಕ್ಕೆ ಅರ್ಜಿ ಆಹ್ವಾನ bbox=[662, 1245, 872, 1269]
main-subhead: •ರಾಜ್ಯದ ಮನವಿಯನ್ನು ಪರಿಶೀಲಿಸುವ ಕೇಂದ್ರ ವಿತ್ತಸಚಿವರ ಭರವಸೆ• bbox=[766, 305, 938, 327]
krishi-paragraph: ಹೈಟೆಕ್ ಹಾರ್ವೆಸ್ಟರ್ ಹಬ್ ಯೋಜನೆಯನ್ನು ಅನುಷ್ಠಾನ ಮಾಡಲು ಸರ್ಕಾರದ ಆದೇಶವಾಗಿದ್ದು, ಈ ಯಂತ್ರಗಳನ್ನು ಬಾಡಿಗೆಗೆ ನೀಡುವ ಮೂಲಕ ರೈತರ ಸಮಯ ಹಾಗೂ ಹಣವನ್ನು ಉಳಿತಾಯ ಮಾಡಲು ಅವಕಾಶವಿದೆ. bbox=[421, 686, 586, 733]
main-headline: ಏಳು ಬಿಲ್ಲುಗಳನ್ನು ಅನುಮೋದಿಸಲು ರಾಷ್ಟ್ರಪತಿಗಳಲ್ಲಿ ಮನವಿ: ಸಿಎಂ ಸಿದ್ದರಾಮಯ್ಯ bbox=[295, 53, 891, 79]
main-paragraph: ನವದೆಹಲಿ: ರಾಜ್ಯಪತಿಗಳಿಂದ ಅನುಮೋದನೆಯಾಗಬೇಕಿರುವ ಏಳು ಬಿಲ್ಲುಗಳನ್ನು ಬಗ್ಗೆ ರಾಷ್ಟ್ರಪತಿಗಳನ್ನು ಇಂದು ಭೇಟಿ ಮಾಡಿ ಚರ್ಚಿಸಲಾಗಿದೆ. ಬಿಲ್ಲುಗಳನ್ನು ಸಂಬಂಧಿಸಿದ ಇಲಾಖೆಗಳಿಗೆ ಕಳುಹಿಸಲಾಗಿದೆ ಎಂದು ಅವರು ತಿಳಿಸಿದ್ದು, ಅವುಗಳನ್ನು ತುರ್ತು ಅನುಮೋದನೆ ನೀಡಬೇಕೆಂದು ರಾಷ್ಟ್ರಪತಿಗಳಿಗೆ ಮನವಿ ಮಾಡಲಾಗಿದೆ ಎಂದು ಮುಖ್ಯಮಂತ್ರಿ ಸಿದ್ದರಾಮಯ್ಯ ತಿಳಿಸಿದರು. bbox=[248, 156, 418, 226]
gita-body bbox=[8, 548, 236, 828]
housing-body bbox=[596, 1280, 938, 1500]
krishi-headline bbox=[248, 594, 586, 656]
krishi-body bbox=[248, 660, 586, 1184]
krishi-headline-line1: ಕೃಷಿ ಇಲಾಖೆ: ಹೈಟೆಕ್ ಹಾರ್ವೆಸ್ಟರ್ bbox=[293, 595, 541, 620]
section-rule bbox=[244, 1353, 590, 1354]
masthead bbox=[0, 0, 945, 32]
dks-headline-line1: ಸರ್ಕಾರದ ಮೇಲೆ ಹಿಡಿತ ಕಳೆದುಕೊಂಡ್ರಾ ಸಿಎಂ bbox=[644, 594, 890, 614]
insurance-paragraph: ಹೆಚ್ಚಿನ ಮಾಹಿತಿಗಾಗಿ ಹತ್ತಿರದ ರೈತ ಸಂಪರ್ಕ ಕೇಂದ್ರ, ಸಹಾಯಕ ಕೃಷಿ ನಿರ್ದೇಶಕರ ಕಚೇರಿ ಅಥವಾ ಜಂಟಿ ಕೃಷಿ ನಿರ್ದೇಶಕರ ಕಚೇರಿಗೆ ಸಂಪರ್ಕಿಸಬಹುದು ಎಂದು ಪ್ರಕಟಣೆಯಲ್ಲಿ ತಿಳಿಸಿದ್ದಾರೆ. bbox=[8, 1337, 236, 1372]
housing-paragraph: ಉಯಿಲು, ಖಾತಾ), ಆದಾಯ ಮತ್ತು ಜಾತಿ ಪ್ರಮಾಣ ಪತ್ರ, ಪಡಿತರ ಚೀಟಿ, ಬ್ಯಾಂಕ್ ಖಾತೆಯ ವಿವರ, ಭಾವಚಿತ್ರ, ಮತದಾರರ ಗುರುತಿನ ಚೀಟಿ ಅಗತ್ಯ ದಾಖಲೆಗಳೊಂದಿಗೆ ಅರ್ಜಿ ಸಲ್ಲಿಸಬಹುದು. bbox=[771, 1318, 938, 1365]
shloka-line3: ಭಜಂತ್ಯನನ್ಯಮನಸಃ bbox=[82, 180, 162, 196]
